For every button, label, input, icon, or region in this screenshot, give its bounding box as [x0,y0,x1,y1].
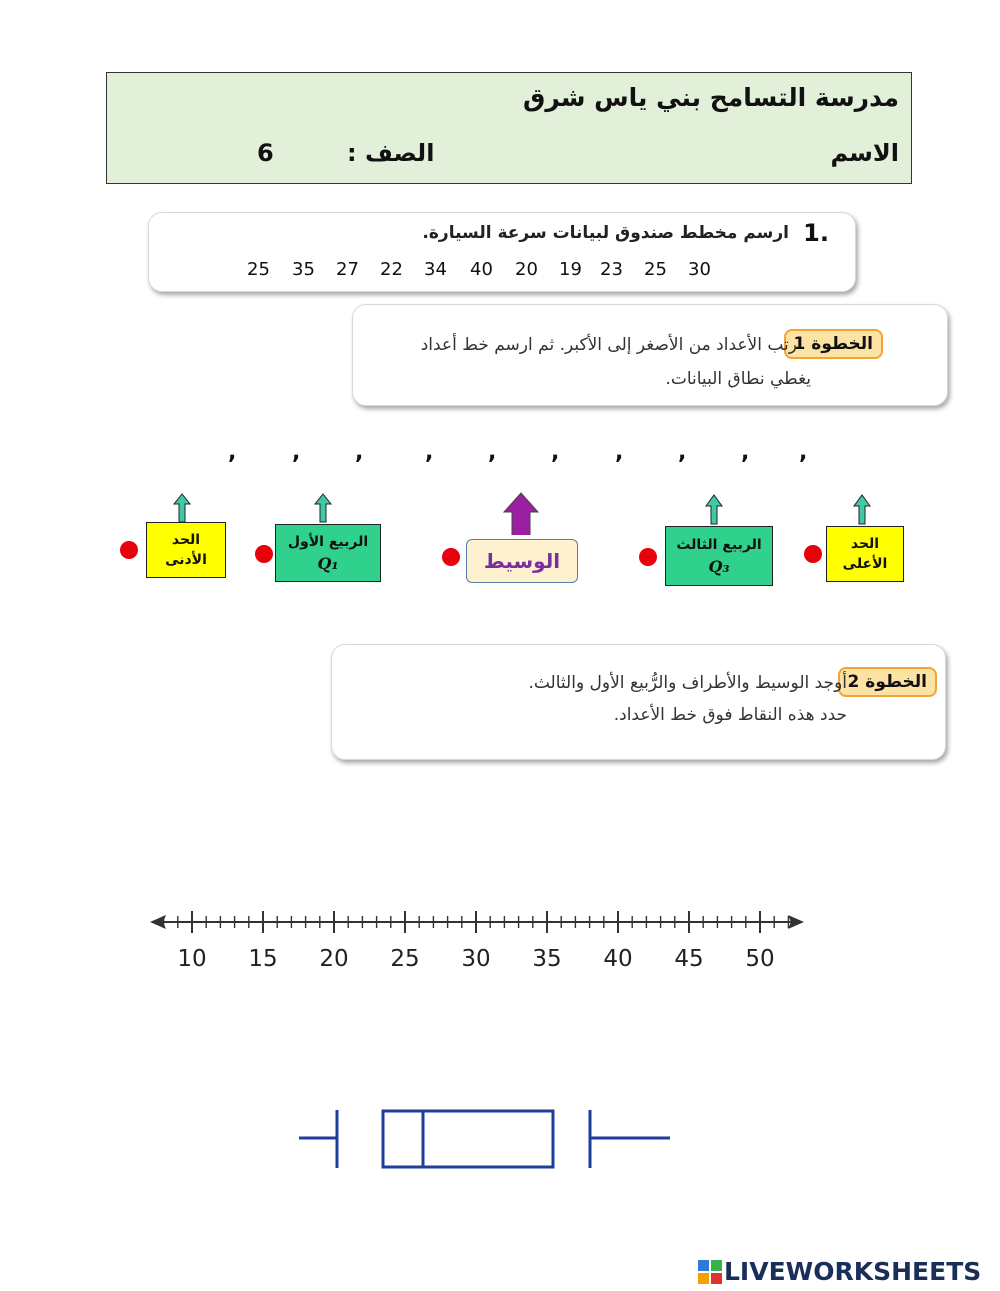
red-dot[interactable] [120,541,138,559]
q1-label-box [275,524,381,582]
max-label-line1: الحد [850,536,880,552]
q1-label-line1: الربيع الأول [287,534,369,550]
question-card [148,212,856,292]
logo-text: LIVEWORKSHEETS [724,1257,982,1286]
red-dot[interactable] [639,548,657,566]
number-line-labels [0,946,1000,978]
step1-badge: الخطوة 1 [784,329,883,359]
data-value: 35 [292,259,315,280]
name-label: الاسم [830,139,899,167]
step1-line1: رتب الأعداد من الأصغر إلى الأكبر. ثم ارسم خط أعداد [420,335,797,355]
data-value: 22 [380,259,403,280]
data-value: 34 [424,259,447,280]
class-value: 6 [257,139,274,167]
up-arrow-icon [706,495,722,524]
max-label-box [826,526,904,582]
data-value: 19 [559,259,582,280]
answer-comma: , [228,440,237,465]
min-label-box [146,522,226,578]
red-dot[interactable] [804,545,822,563]
tick-label: 35 [532,946,562,972]
step2-line2: حدد هذه النقاط فوق خط الأعداد. [613,705,847,725]
answer-comma: , [799,440,808,465]
max-label-line2: الأعلى [842,556,888,572]
data-value: 23 [600,259,623,280]
school-name: مدرسة التسامح بني ياس شرق [522,83,899,112]
data-value: 25 [644,259,667,280]
question-number: 1. [803,219,829,247]
header-panel [106,72,912,184]
answer-comma: , [551,440,560,465]
answer-comma: , [488,440,497,465]
data-value: 20 [515,259,538,280]
answer-comma: , [678,440,687,465]
data-value: 25 [247,259,270,280]
tick-label: 25 [390,946,420,972]
q1-label-line2: Q₁ [317,554,339,573]
q3-label-box [665,526,773,586]
up-arrow-icon [174,494,190,522]
tick-label: 30 [461,946,491,972]
up-arrow-icon [504,493,538,535]
answer-comma: , [355,440,364,465]
step2-card [331,644,946,760]
tick-label: 45 [674,946,704,972]
median-label-box [466,539,578,583]
step1-line2: يغطي نطاق البيانات. [665,369,811,389]
red-dot[interactable] [442,548,460,566]
data-value: 27 [336,259,359,280]
number-line [0,900,1000,950]
step2-badge: الخطوة 2 [838,667,937,697]
step1-card [352,304,948,406]
liveworksheets-logo [698,1258,998,1288]
box-body [383,1111,553,1167]
answer-comma: , [292,440,301,465]
red-dot[interactable] [255,545,273,563]
up-arrow-icon [854,495,870,524]
tick-label: 20 [319,946,349,972]
question-text: ارسم مخطط صندوق لبيانات سرعة السيارة. [422,223,789,243]
logo-icon [698,1260,722,1284]
q3-label-line2: Q₃ [708,557,730,576]
tick-label: 40 [603,946,633,972]
q3-label-line1: الربيع الثالث [676,537,762,553]
answer-comma: , [741,440,750,465]
tick-label: 15 [248,946,278,972]
answer-comma: , [425,440,434,465]
step2-line1: أوجد الوسيط والأطراف والرُّبيع الأول والثالث. [528,673,847,693]
median-label: الوسيط [483,549,561,573]
data-value: 40 [470,259,493,280]
class-label: الصف : [347,139,435,167]
up-arrow-icon [315,494,331,522]
min-label-line1: الحد [171,532,201,548]
box-plot-sketch [0,1100,1000,1180]
tick-label: 10 [177,946,207,972]
tick-label: 50 [745,946,775,972]
min-label-line2: الأدنى [165,552,207,568]
data-value: 30 [688,259,711,280]
answer-comma: , [615,440,624,465]
